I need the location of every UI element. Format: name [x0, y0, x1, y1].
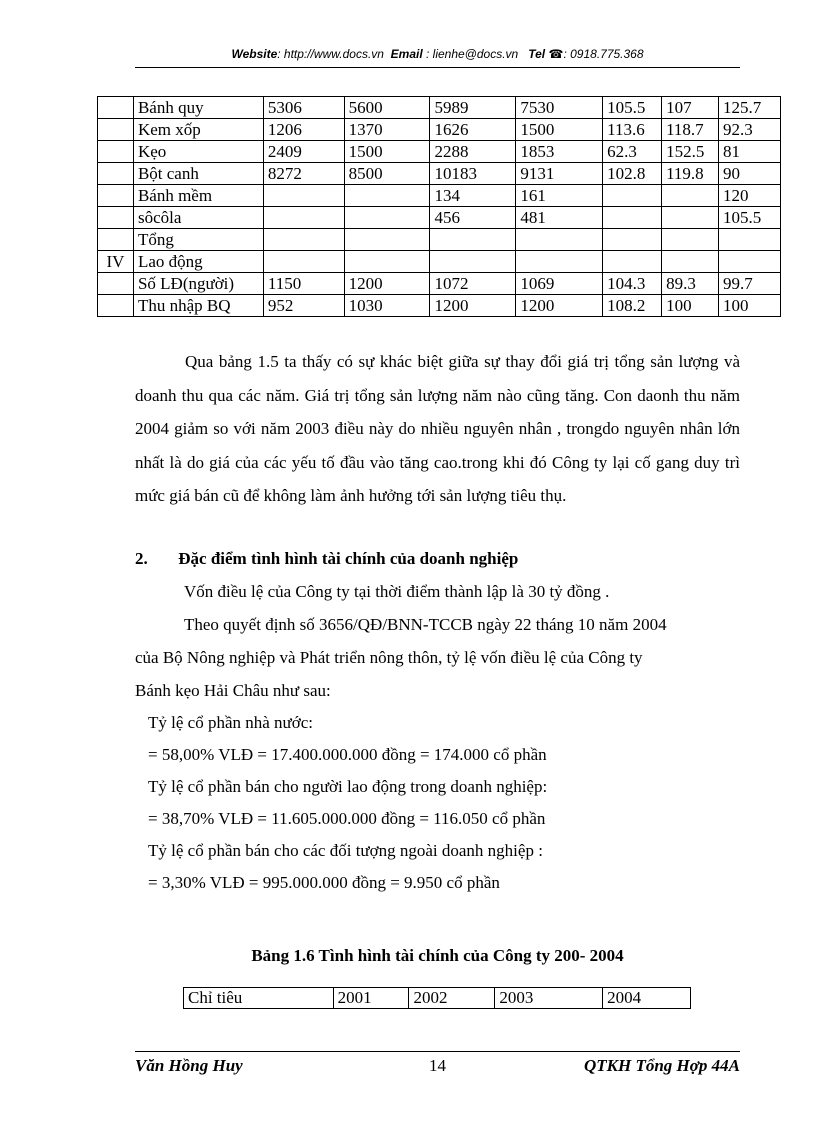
table-cell: 81: [719, 141, 781, 163]
section-number: 2.: [135, 549, 148, 568]
table-cell: Bánh mềm: [133, 185, 263, 207]
table-cell: [662, 185, 719, 207]
footer-author: Văn Hồng Huy: [135, 1056, 243, 1075]
table-cell: 105.5: [719, 207, 781, 229]
table-cell: Lao động: [133, 251, 263, 273]
table-cell: [263, 251, 344, 273]
table-cell: Kẹo: [133, 141, 263, 163]
table-cell: [603, 229, 662, 251]
table-cell: 102.8: [603, 163, 662, 185]
table-cell: [344, 229, 430, 251]
footer-class: QTKH Tổng Hợp 44A: [584, 1056, 740, 1075]
table-cell: 1500: [516, 119, 603, 141]
table-cell: 113.6: [603, 119, 662, 141]
table-cell: Bột canh: [133, 163, 263, 185]
table-cell: 108.2: [603, 295, 662, 317]
employee-share-label: Tỷ lệ cổ phần bán cho người lao động trong doanh nghiệp:: [148, 777, 548, 796]
table-cell: 456: [430, 207, 516, 229]
table-cell: Bánh quy: [133, 97, 263, 119]
table-cell: 125.7: [719, 97, 781, 119]
table-cell: [98, 97, 134, 119]
footer-page-number: 14: [429, 1056, 446, 1075]
email-label: Email: [390, 47, 423, 61]
table-cell: Số LĐ(người): [133, 273, 263, 295]
table-row: [98, 185, 781, 207]
outside-share-label: Tỷ lệ cổ phần bán cho các đối tượng ngoài doanh nghiệp :: [148, 841, 543, 860]
tel-value: : 0918.775.368: [563, 47, 644, 61]
table-cell: [430, 251, 516, 273]
table-cell: [516, 229, 603, 251]
header-cell: 2004: [603, 988, 691, 1009]
table-cell: [98, 295, 134, 317]
table-cell: [98, 141, 134, 163]
table-cell: [98, 229, 134, 251]
state-share-value: = 58,00% VLĐ = 17.400.000.000 đồng = 174.000 cổ phần: [148, 745, 547, 764]
table-row: [98, 119, 781, 141]
table-cell: [98, 207, 134, 229]
table-cell: 134: [430, 185, 516, 207]
table-cell: 1069: [516, 273, 603, 295]
table-cell: [662, 229, 719, 251]
paragraph-analysis: Qua bảng 1.5 ta thấy có sự khác biệt giữa sự thay đổi giá trị tổng sản lượng và doanh thu qua các năm. Giá trị tổng sản lượng năm nào cũng tăng. Con daonh thu năm 2004 giảm so với năm 2003 điều này do nhiều nguyên nhân , trongdo nguyên nhân lớn nhất là do giá của các yếu tố đầu vào tăng cao.trong khi đó Công ty lại cố gang duy trì mức giá bán cũ để không làm ảnh hưởng tới sản lượng tiêu thụ.: [135, 352, 740, 505]
table-cell: 5600: [344, 97, 430, 119]
table-row: [98, 229, 781, 251]
table-cell: 481: [516, 207, 603, 229]
decision-line-2: của Bộ Nông nghiệp và Phát triển nông thôn, tỷ lệ vốn điều lệ của Công ty: [135, 648, 643, 667]
charter-capital-line: Vốn điều lệ của Công ty tại thời điểm thành lập là 30 tỷ đồng .: [184, 582, 610, 601]
table-cell: 118.7: [662, 119, 719, 141]
page-footer: [135, 1051, 740, 1076]
website-value: : http://www.docs.vn: [277, 47, 384, 61]
table-cell: 1200: [344, 273, 430, 295]
table-cell: 8272: [263, 163, 344, 185]
table-cell: [344, 207, 430, 229]
table-cell: [98, 163, 134, 185]
table-cell: [344, 185, 430, 207]
table-cell: Thu nhập BQ: [133, 295, 263, 317]
page-header: [135, 47, 740, 68]
table-cell: sôcôla: [133, 207, 263, 229]
table-cell: [98, 185, 134, 207]
outside-share-value: = 3,30% VLĐ = 995.000.000 đồng = 9.950 cổ phần: [148, 873, 500, 892]
table-cell: 1150: [263, 273, 344, 295]
table-cell: IV: [98, 251, 134, 273]
table-cell: 9131: [516, 163, 603, 185]
finance-table-header-row: [184, 988, 691, 1009]
table-cell: 1200: [516, 295, 603, 317]
table-cell: [603, 185, 662, 207]
table-cell: 1200: [430, 295, 516, 317]
table-cell: 105.5: [603, 97, 662, 119]
decision-line-1: Theo quyết định số 3656/QĐ/BNN-TCCB ngày 22 tháng 10 năm 2004: [184, 615, 667, 634]
table-cell: [719, 229, 781, 251]
table-cell: [662, 251, 719, 273]
table-cell: 952: [263, 295, 344, 317]
table-cell: 90: [719, 163, 781, 185]
table-cell: 107: [662, 97, 719, 119]
table-cell: 2288: [430, 141, 516, 163]
header-cell: 2001: [333, 988, 409, 1009]
header-cell: Chỉ tiêu: [184, 988, 334, 1009]
table-row: [98, 163, 781, 185]
section-heading: [135, 549, 518, 569]
table-cell: [603, 207, 662, 229]
table-cell: [719, 251, 781, 273]
table-cell: 1853: [516, 141, 603, 163]
table-row: [98, 141, 781, 163]
table-cell: [516, 251, 603, 273]
header-cell: 2002: [409, 988, 495, 1009]
table-row: [98, 295, 781, 317]
website-label: Website: [231, 47, 278, 61]
section-title: Đặc điểm tình hình tài chính của doanh nghiệp: [178, 549, 519, 568]
tel-label: Tel: [528, 47, 546, 61]
table-cell: 1370: [344, 119, 430, 141]
table-cell: 161: [516, 185, 603, 207]
table-row: [98, 207, 781, 229]
table-cell: 1626: [430, 119, 516, 141]
email-value: : lienhe@docs.vn: [422, 47, 519, 61]
header-cell: 2003: [495, 988, 603, 1009]
table-cell: 119.8: [662, 163, 719, 185]
table-cell: 120: [719, 185, 781, 207]
table-cell: 1030: [344, 295, 430, 317]
table-cell: [603, 251, 662, 273]
employee-share-value: = 38,70% VLĐ = 11.605.000.000 đồng = 116.050 cổ phần: [148, 809, 546, 828]
table-cell: 2409: [263, 141, 344, 163]
table-cell: [430, 229, 516, 251]
table-cell: 92.3: [719, 119, 781, 141]
table-cell: 8500: [344, 163, 430, 185]
table-cell: Kem xốp: [133, 119, 263, 141]
phone-icon: ☎: [548, 47, 564, 61]
table-cell: Tổng: [133, 229, 263, 251]
table-cell: [263, 185, 344, 207]
table-cell: 62.3: [603, 141, 662, 163]
table-row: [98, 97, 781, 119]
table-cell: [263, 207, 344, 229]
table-cell: 152.5: [662, 141, 719, 163]
table-cell: 104.3: [603, 273, 662, 295]
table-cell: 5306: [263, 97, 344, 119]
state-share-label: Tỷ lệ cổ phần nhà nước:: [148, 713, 314, 732]
table-cell: [344, 251, 430, 273]
table-cell: 1072: [430, 273, 516, 295]
table-cell: 5989: [430, 97, 516, 119]
table-cell: [662, 207, 719, 229]
table-cell: 10183: [430, 163, 516, 185]
table-row: [98, 273, 781, 295]
table-cell: [263, 229, 344, 251]
table-cell: [98, 119, 134, 141]
table-row: [98, 251, 781, 273]
table-cell: 1206: [263, 119, 344, 141]
table-cell: 100: [662, 295, 719, 317]
table-cell: [98, 273, 134, 295]
table-cell: 100: [719, 295, 781, 317]
finance-table: [183, 987, 691, 1009]
table-cell: 1500: [344, 141, 430, 163]
table-caption: Bảng 1.6 Tình hình tài chính của Công ty 200- 2004: [251, 946, 624, 965]
production-table: [97, 96, 781, 317]
table-cell: 99.7: [719, 273, 781, 295]
table-cell: 7530: [516, 97, 603, 119]
table-cell: 89.3: [662, 273, 719, 295]
decision-line-3: Bánh kẹo Hải Châu như sau:: [135, 681, 331, 700]
